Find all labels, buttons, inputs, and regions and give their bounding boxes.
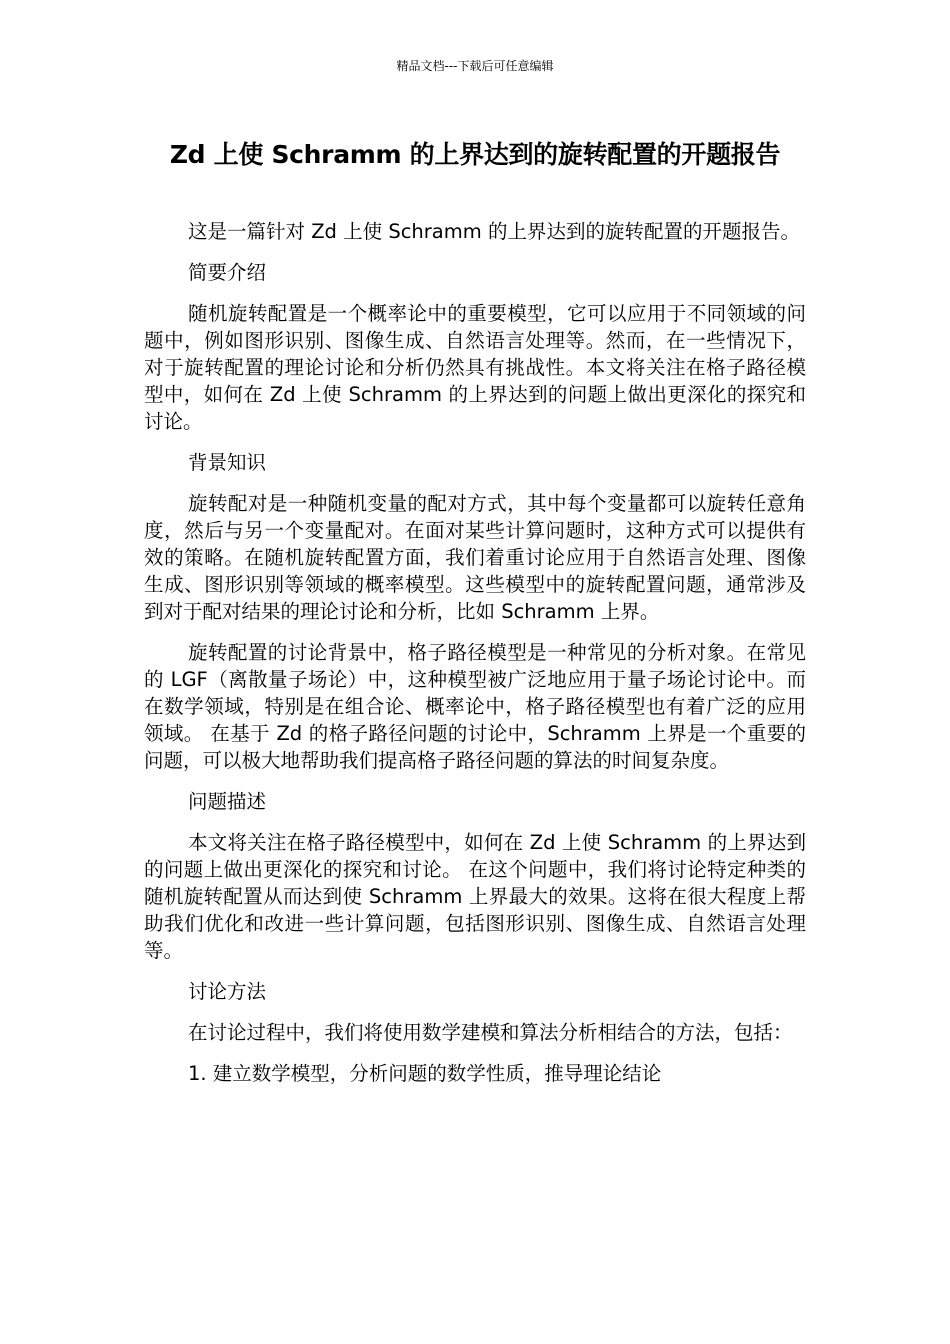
section-heading-introduction: 简要介绍 [188, 261, 267, 284]
section-heading-methods: 讨论方法 [188, 980, 267, 1003]
section-heading-background: 背景知识 [188, 451, 267, 474]
background-paragraph-2: 旋转配置的讨论背景中，格子路径模型是一种常见的分析对象。在常见的 LGF（离散量子场论）中，这种模型被广泛地应用于量子场论讨论中。而在数学领域，特别是在组合论、概率论中，格子路径模型也有着广泛的应用领域。 在基于 Zd 的格子路径问题的讨论中，Schramm 上界是一个重要的问题，可以极大地帮助我们提高格子路径问题的算法的时间复杂度。 [144, 641, 806, 772]
document-title: Zd 上使 Schramm 的上界达到的旋转配置的开题报告 [169, 140, 781, 169]
page-header: 精品文档---下载后可任意编辑 [396, 59, 554, 73]
document-body [144, 218, 806, 1101]
section-heading-problem: 问题描述 [188, 790, 267, 813]
methods-paragraph: 在讨论过程中，我们将使用数学建模和算法分析相结合的方法，包括： [188, 1021, 793, 1044]
introduction-paragraph: 随机旋转配置是一个概率论中的重要模型，它可以应用于不同领域的问题中，例如图形识别、图像生成、自然语言处理等。然而，在一些情况下，对于旋转配置的理论讨论和分析仍然具有挑战性。本文将关注在格子路径模型中，如何在 Zd 上使 Schramm 的上界达到的问题上做出更深化的探究和讨论。 [144, 302, 806, 433]
problem-paragraph: 本文将关注在格子路径模型中，如何在 Zd 上使 Schramm 的上界达到的问题上做出更深化的探究和讨论。 在这个问题中，我们将讨论特定种类的随机旋转配置从而达到使 Schramm 上界最大的效果。这将在很大程度上帮助我们优化和改进一些计算问题，包括图形识别、图像生成、自然语言处理等。 [144, 831, 806, 962]
intro-paragraph: 这是一篇针对 Zd 上使 Schramm 的上界达到的旋转配置的开题报告。 [188, 220, 800, 243]
methods-list-item-1: 1. 建立数学模型，分析问题的数学性质，推导理论结论 [188, 1062, 662, 1085]
background-paragraph-1: 旋转配对是一种随机变量的配对方式，其中每个变量都可以旋转任意角度，然后与另一个变量配对。在面对某些计算问题时，这种方式可以提供有效的策略。在随机旋转配置方面，我们着重讨论应用于自然语言处理、图像生成、图形识别等领域的概率模型。这些模型中的旋转配置问题，通常涉及到对于配对结果的理论讨论和分析，比如 Schramm 上界。 [144, 492, 806, 623]
